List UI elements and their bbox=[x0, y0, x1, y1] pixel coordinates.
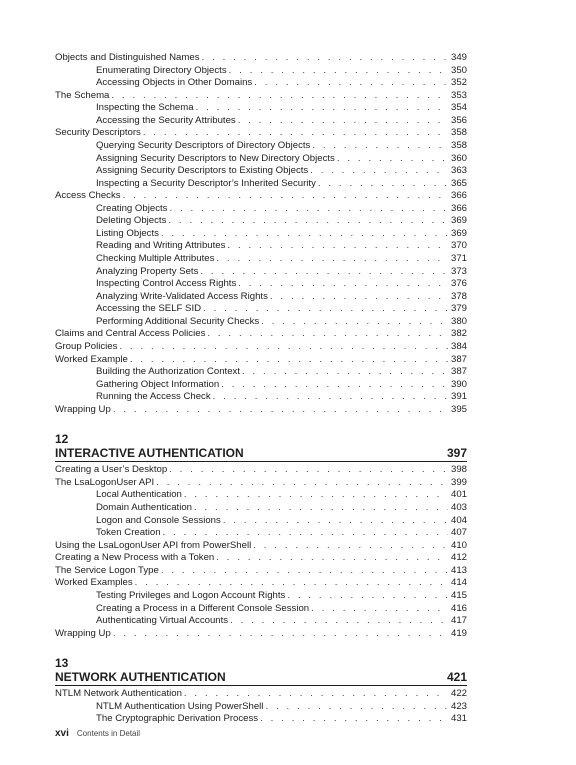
toc-entry-page: 360 bbox=[450, 152, 467, 164]
toc-entry-page: 399 bbox=[450, 476, 467, 488]
toc-entry[interactable] bbox=[55, 404, 467, 417]
toc-entry-title: Creating a Process in a Different Console Session bbox=[96, 602, 310, 614]
toc-subentry[interactable] bbox=[55, 65, 467, 78]
toc-entry-title: Authenticating Virtual Accounts bbox=[96, 615, 229, 627]
dot-leader bbox=[238, 278, 448, 291]
toc-subentry[interactable] bbox=[55, 140, 467, 153]
dot-leader bbox=[123, 190, 448, 203]
toc-entry-title: Creating a New Process with a Token bbox=[55, 552, 215, 564]
toc-entry-page: 419 bbox=[450, 627, 467, 639]
toc-subentry[interactable] bbox=[55, 489, 467, 502]
toc-entry-page: 358 bbox=[450, 139, 467, 151]
footer-running-title: Contents in Detail bbox=[76, 729, 141, 738]
toc-entry-title: Testing Privileges and Logon Account Rights bbox=[96, 589, 286, 601]
toc-entry-page: 395 bbox=[450, 403, 467, 415]
toc-entry-page: 404 bbox=[450, 514, 467, 526]
dot-leader bbox=[130, 354, 448, 367]
toc-entry-page: 391 bbox=[450, 391, 467, 403]
toc-entry-page: 431 bbox=[450, 713, 467, 725]
toc-entry-title: Assigning Security Descriptors to New Directory Objects bbox=[96, 152, 335, 164]
toc-entry-title: Analyzing Write-Validated Access Rights bbox=[96, 290, 268, 302]
dot-leader bbox=[168, 215, 448, 228]
toc-entry-page: 369 bbox=[450, 215, 467, 227]
dot-leader bbox=[169, 203, 448, 216]
toc-entry-page: 363 bbox=[450, 165, 467, 177]
toc-entry-title: Access Checks bbox=[55, 190, 121, 202]
dot-leader bbox=[260, 713, 448, 726]
toc-subentry[interactable] bbox=[55, 203, 467, 216]
dot-leader bbox=[311, 603, 448, 616]
toc-subentry[interactable] bbox=[55, 178, 467, 191]
toc-entry-page: 376 bbox=[450, 278, 467, 290]
toc-entry-page: 352 bbox=[450, 77, 467, 89]
chapter-heading-12 bbox=[55, 433, 467, 462]
dot-leader bbox=[265, 701, 448, 714]
dot-leader bbox=[161, 228, 448, 241]
toc-subentry[interactable] bbox=[55, 240, 467, 253]
toc-entry[interactable] bbox=[55, 328, 467, 341]
toc-entry-title: Accessing Objects in Other Domains bbox=[96, 77, 253, 89]
toc-section-chapter-12 bbox=[55, 464, 467, 640]
toc-entry-page: 349 bbox=[450, 52, 467, 63]
chapter-page: 397 bbox=[446, 446, 467, 461]
toc-entry-title: Accessing the SELF SID bbox=[96, 303, 202, 315]
toc-subentry[interactable] bbox=[55, 165, 467, 178]
toc-subentry[interactable] bbox=[55, 253, 467, 266]
toc-entry-page: 387 bbox=[450, 353, 467, 365]
toc-subentry[interactable] bbox=[55, 701, 467, 714]
dot-leader bbox=[216, 253, 448, 266]
toc-entry-title: Inspecting the Schema bbox=[96, 102, 194, 114]
dot-leader bbox=[270, 291, 448, 304]
dot-leader bbox=[254, 77, 448, 90]
dot-leader bbox=[202, 52, 448, 65]
toc-entry-title: Worked Example bbox=[55, 353, 128, 365]
toc-subentry[interactable] bbox=[55, 291, 467, 304]
dot-leader bbox=[261, 316, 448, 329]
dot-leader bbox=[230, 615, 448, 628]
toc-entry[interactable] bbox=[55, 52, 467, 65]
toc-entry-title: The Schema bbox=[55, 89, 110, 101]
toc-entry-title: Analyzing Property Sets bbox=[96, 265, 199, 277]
toc-entry-title: Using the LsaLogonUser API from PowerShell bbox=[55, 539, 252, 551]
toc-entry-page: 414 bbox=[450, 577, 467, 589]
toc-entry-title: Inspecting Control Access Rights bbox=[96, 278, 237, 290]
dot-leader bbox=[111, 90, 448, 103]
toc-subentry[interactable] bbox=[55, 153, 467, 166]
toc-entry-page: 350 bbox=[450, 64, 467, 76]
dot-leader bbox=[253, 540, 448, 553]
toc-entry-title: Wrapping Up bbox=[55, 627, 111, 639]
chapter-title-row bbox=[55, 670, 467, 686]
toc-entry[interactable] bbox=[55, 341, 467, 354]
toc-subentry[interactable] bbox=[55, 713, 467, 726]
toc-subentry[interactable] bbox=[55, 316, 467, 329]
toc-entry-title: The Service Logon Type bbox=[55, 564, 159, 576]
toc-entry-page: 380 bbox=[450, 315, 467, 327]
dot-leader bbox=[207, 328, 448, 341]
dot-leader bbox=[221, 379, 448, 392]
toc-entry-page: 390 bbox=[450, 378, 467, 390]
toc-entry-title: Security Descriptors bbox=[55, 127, 141, 139]
toc-entry-page: 365 bbox=[450, 177, 467, 189]
toc-entry-page: 384 bbox=[450, 340, 467, 352]
dot-leader bbox=[135, 577, 448, 590]
toc-entry-page: 370 bbox=[450, 240, 467, 252]
toc-entry-page: 410 bbox=[450, 539, 467, 551]
toc-entry[interactable] bbox=[55, 577, 467, 590]
toc-entry-title: Worked Examples bbox=[55, 577, 133, 589]
page-footer bbox=[55, 728, 140, 739]
toc-entry-title: Performing Additional Security Checks bbox=[96, 315, 260, 327]
dot-leader bbox=[113, 628, 448, 641]
toc-entry-page: 417 bbox=[450, 615, 467, 627]
toc-subentry[interactable] bbox=[55, 266, 467, 279]
dot-leader bbox=[287, 590, 448, 603]
dot-leader bbox=[216, 552, 448, 565]
toc-entry[interactable] bbox=[55, 477, 467, 490]
dot-leader bbox=[200, 266, 448, 279]
toc-entry-title: Logon and Console Sessions bbox=[96, 514, 221, 526]
toc-subentry[interactable] bbox=[55, 515, 467, 528]
toc-entry[interactable] bbox=[55, 190, 467, 203]
toc-section-continued bbox=[55, 52, 467, 416]
dot-leader bbox=[184, 688, 448, 701]
dot-leader bbox=[161, 565, 448, 578]
toc-entry-page: 423 bbox=[450, 700, 467, 712]
toc-entry-page: 407 bbox=[450, 527, 467, 539]
toc-entry[interactable] bbox=[55, 354, 467, 367]
toc-entry-title: Deleting Objects bbox=[96, 215, 167, 227]
toc-entry-page: 379 bbox=[450, 303, 467, 315]
toc-subentry[interactable] bbox=[55, 102, 467, 115]
toc-entry-page: 378 bbox=[450, 290, 467, 302]
toc-entry-page: 416 bbox=[450, 602, 467, 614]
footer-page-number: xvi bbox=[55, 728, 69, 739]
toc-entry-title: Accessing the Security Attributes bbox=[96, 114, 236, 126]
toc-entry-title: Inspecting a Security Descriptor’s Inherited Security bbox=[96, 177, 316, 189]
dot-leader bbox=[229, 65, 448, 78]
toc-entry-page: 354 bbox=[450, 102, 467, 114]
dot-leader bbox=[156, 477, 448, 490]
toc-entry[interactable] bbox=[55, 628, 467, 641]
dot-leader bbox=[310, 165, 448, 178]
chapter-page: 421 bbox=[446, 670, 467, 685]
toc-subentry[interactable] bbox=[55, 603, 467, 616]
chapter-heading-13 bbox=[55, 657, 467, 686]
toc-entry-page: 382 bbox=[450, 328, 467, 340]
chapter-title: INTERACTIVE AUTHENTICATION bbox=[55, 446, 244, 461]
dot-leader bbox=[242, 366, 448, 379]
toc-entry-title: NTLM Authentication Using PowerShell bbox=[96, 700, 264, 712]
dot-leader bbox=[223, 515, 448, 528]
toc-entry-title: Group Policies bbox=[55, 340, 118, 352]
toc-entry-title: Running the Access Check bbox=[96, 391, 211, 403]
dot-leader bbox=[337, 153, 448, 166]
dot-leader bbox=[196, 102, 448, 115]
chapter-title-row bbox=[55, 446, 467, 462]
toc-section-chapter-13 bbox=[55, 688, 467, 726]
toc-entry-page: 373 bbox=[450, 265, 467, 277]
dot-leader bbox=[238, 115, 448, 128]
toc-subentry[interactable] bbox=[55, 527, 467, 540]
dot-leader bbox=[318, 178, 448, 191]
toc-subentry[interactable] bbox=[55, 366, 467, 379]
toc-entry-page: 371 bbox=[450, 253, 467, 264]
toc-entry-page: 398 bbox=[450, 464, 467, 476]
toc-entry-title: Claims and Central Access Policies bbox=[55, 328, 206, 340]
toc-entry-page: 358 bbox=[450, 127, 467, 139]
toc-entry-page: 366 bbox=[450, 202, 467, 214]
toc-entry-title: Token Creation bbox=[96, 527, 161, 539]
dot-leader bbox=[184, 489, 448, 502]
toc-entry-title: Gathering Object Information bbox=[96, 378, 220, 390]
toc-entry-title: Querying Security Descriptors of Directory Objects bbox=[96, 139, 311, 151]
toc-entry-title: Wrapping Up bbox=[55, 403, 111, 415]
toc-entry[interactable] bbox=[55, 565, 467, 578]
toc-entry-title: Creating a User’s Desktop bbox=[55, 464, 168, 476]
toc-subentry[interactable] bbox=[55, 615, 467, 628]
toc-entry[interactable] bbox=[55, 127, 467, 140]
toc-entry-page: 413 bbox=[450, 564, 467, 576]
dot-leader bbox=[203, 303, 448, 316]
toc-subentry[interactable] bbox=[55, 115, 467, 128]
toc-subentry[interactable] bbox=[55, 278, 467, 291]
toc-entry-page: 369 bbox=[450, 227, 467, 239]
toc-entry-page: 403 bbox=[450, 502, 467, 513]
toc-entry-title: Domain Authentication bbox=[96, 502, 192, 513]
toc-subentry[interactable] bbox=[55, 303, 467, 316]
toc-entry-page: 422 bbox=[450, 688, 467, 700]
toc-entry[interactable] bbox=[55, 688, 467, 701]
toc-entry-page: 387 bbox=[450, 366, 467, 378]
dot-leader bbox=[169, 464, 448, 477]
toc-subentry[interactable] bbox=[55, 228, 467, 241]
toc-entry-page: 353 bbox=[450, 89, 467, 101]
toc-entry-title: Creating Objects bbox=[96, 202, 168, 214]
dot-leader bbox=[113, 404, 448, 417]
toc-entry-page: 401 bbox=[450, 489, 467, 501]
toc-entry-title: The Cryptographic Derivation Process bbox=[96, 713, 259, 725]
toc-entry-title: Local Authentication bbox=[96, 489, 182, 501]
toc-subentry[interactable] bbox=[55, 379, 467, 392]
dot-leader bbox=[213, 391, 448, 404]
toc-entry[interactable] bbox=[55, 540, 467, 553]
chapter-number: 13 bbox=[55, 656, 69, 671]
toc-entry-title: Reading and Writing Attributes bbox=[96, 240, 226, 252]
toc-entry-page: 366 bbox=[450, 190, 467, 202]
toc-page bbox=[55, 52, 467, 726]
toc-subentry[interactable] bbox=[55, 590, 467, 603]
toc-entry-title: Listing Objects bbox=[96, 227, 159, 239]
dot-leader bbox=[312, 140, 448, 153]
dot-leader bbox=[143, 127, 448, 140]
toc-entry-title: Assigning Security Descriptors to Existing Objects bbox=[96, 165, 309, 177]
dot-leader bbox=[119, 341, 448, 354]
chapter-title: NETWORK AUTHENTICATION bbox=[55, 670, 226, 685]
toc-entry-title: Building the Authorization Context bbox=[96, 366, 240, 378]
toc-entry-page: 412 bbox=[450, 552, 467, 564]
dot-leader bbox=[194, 502, 448, 515]
toc-entry-title: NTLM Network Authentication bbox=[55, 688, 182, 700]
toc-subentry[interactable] bbox=[55, 391, 467, 404]
toc-entry[interactable] bbox=[55, 552, 467, 565]
toc-subentry[interactable] bbox=[55, 502, 467, 515]
toc-entry-page: 415 bbox=[450, 589, 467, 601]
chapter-number: 12 bbox=[55, 432, 69, 447]
toc-entry-title: Enumerating Directory Objects bbox=[96, 64, 227, 76]
dot-leader bbox=[227, 240, 448, 253]
toc-entry[interactable] bbox=[55, 464, 467, 477]
toc-subentry[interactable] bbox=[55, 215, 467, 228]
dot-leader bbox=[163, 527, 448, 540]
toc-entry-page: 356 bbox=[450, 114, 467, 126]
toc-subentry[interactable] bbox=[55, 77, 467, 90]
toc-entry-title: The LsaLogonUser API bbox=[55, 476, 155, 488]
toc-entry-title: Objects and Distinguished Names bbox=[55, 52, 200, 63]
toc-entry-title: Checking Multiple Attributes bbox=[96, 253, 215, 264]
toc-entry[interactable] bbox=[55, 90, 467, 103]
